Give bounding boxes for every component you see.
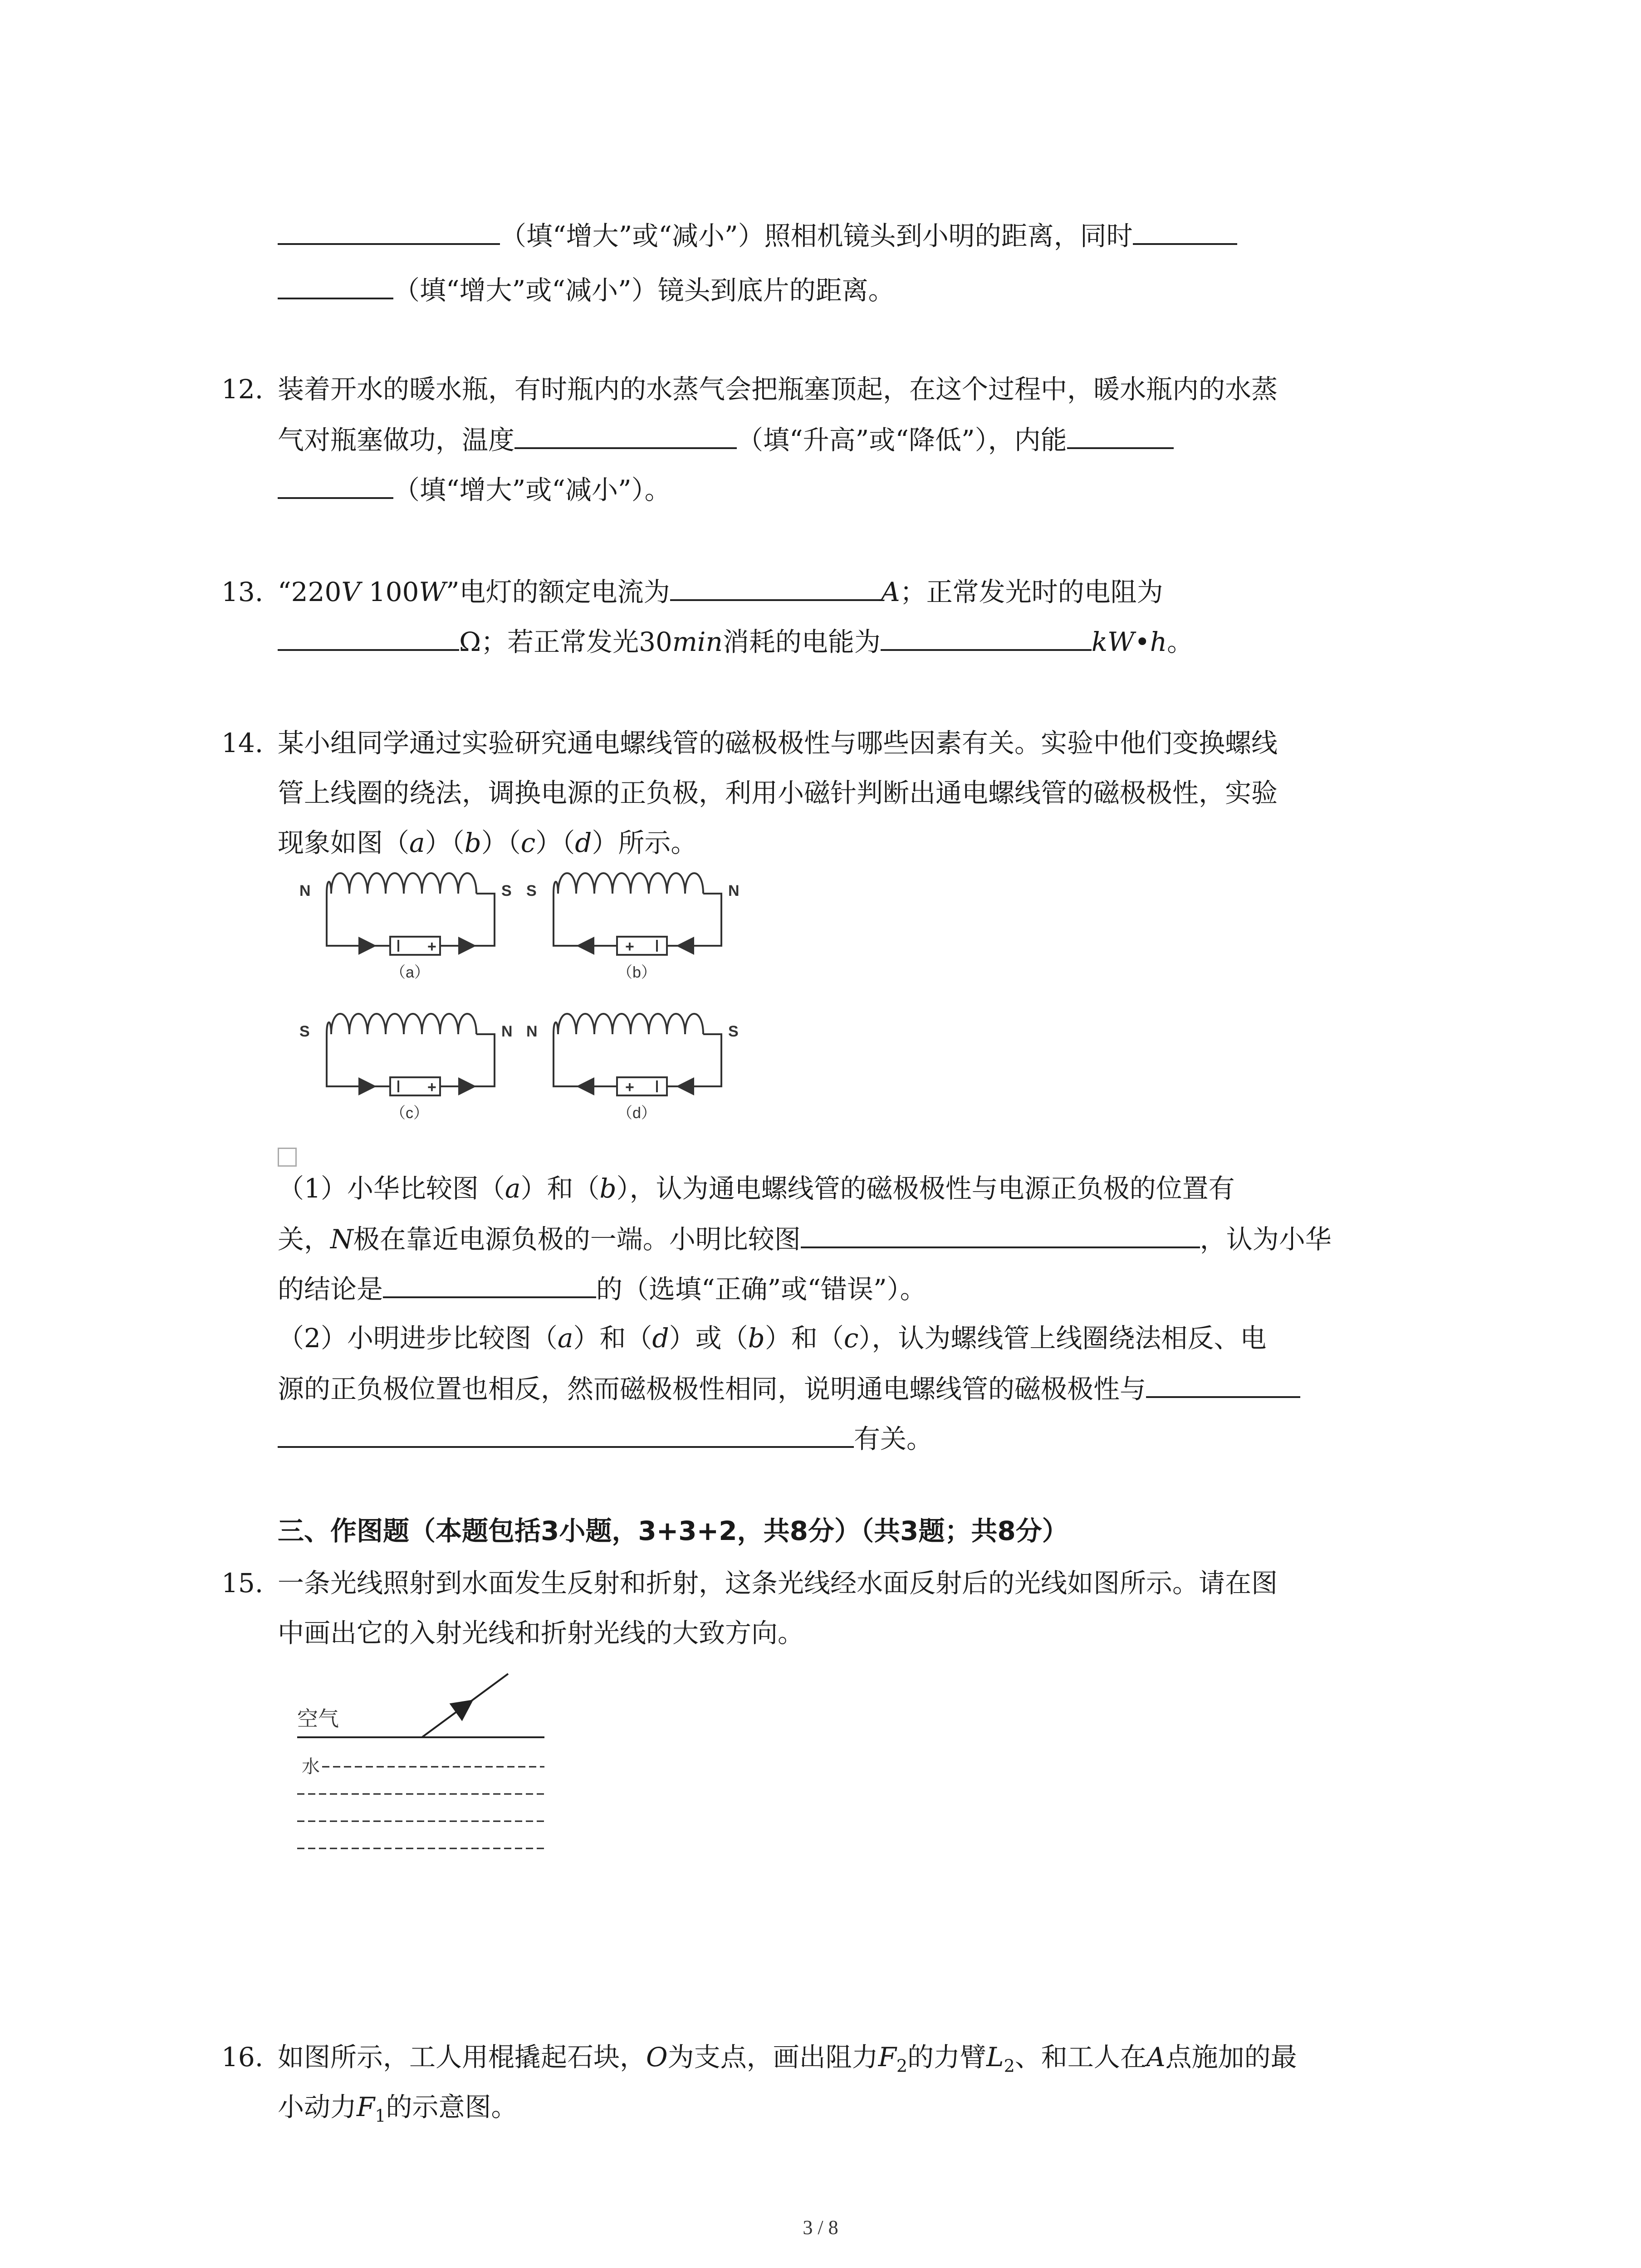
force-f: F	[357, 2092, 375, 2122]
unit-w: W	[419, 577, 446, 607]
paren: ）（	[481, 827, 521, 858]
answer-blank[interactable]	[278, 471, 393, 499]
solenoid-figure	[295, 862, 740, 1152]
solenoid-a	[299, 873, 512, 981]
q14-sub1-text-2b: 极在靠近电源负极的一端。小明比较图	[353, 1224, 801, 1255]
arm-l: L	[986, 2042, 1004, 2072]
answer-blank[interactable]	[1133, 217, 1237, 245]
page-number: 3 / 8	[803, 2216, 838, 2239]
rated-voltage: 220	[291, 577, 342, 607]
rated-power: 100	[360, 577, 419, 607]
q13-text-1b: ；正常发光时的电阻为	[900, 577, 1163, 607]
paren: ）（	[425, 827, 465, 858]
answer-blank[interactable]	[514, 421, 737, 449]
pole-label: N	[299, 882, 311, 899]
q11-line1	[278, 217, 1237, 254]
q14-sub2-text-1e: ），认为螺线管上线圈绕法相反、电	[858, 1323, 1267, 1354]
q15-text-2: 中画出它的入射光线和折射光线的大致方向。	[278, 1618, 804, 1648]
paren: ）（	[535, 827, 575, 858]
q14-line3	[278, 825, 697, 861]
q16-line2	[278, 2089, 517, 2134]
q13-line2	[278, 623, 1193, 660]
unit-ohm: Ω	[459, 626, 481, 657]
q13-text-2a: ；若正常发光30	[481, 626, 672, 657]
q16-text-2b: 的示意图。	[386, 2092, 518, 2122]
answer-blank[interactable]	[801, 1220, 1200, 1248]
q14-line1	[221, 725, 1278, 761]
q14-sub2-text-1a: （2）小明进步比较图（	[278, 1323, 558, 1354]
pole-label: N	[501, 1023, 513, 1040]
q15-line1	[221, 1565, 1278, 1601]
q14-line2	[278, 775, 1278, 811]
q16-text-1c: 的力臂	[907, 2042, 987, 2072]
paren: ）和（	[520, 1173, 600, 1204]
figure-caption: （a）	[390, 964, 430, 981]
subscript: 2	[1004, 2056, 1015, 2076]
pivot-o: O	[646, 2042, 668, 2072]
quote-open: “	[278, 577, 291, 607]
fig-ref-b: b	[464, 827, 481, 858]
q14-sub1-text-2a: 关，	[278, 1224, 331, 1255]
fig-ref-d: d	[652, 1323, 669, 1354]
q14-sub2-line1	[278, 1320, 1266, 1356]
period: 。	[1167, 626, 1194, 657]
q11-text-2: （填“增大”或“减小”）镜头到底片的距离。	[393, 275, 895, 306]
q14-sub1-line3	[278, 1270, 926, 1307]
q14-sub1-text-3b: 的（选填“正确”或“错误”）。	[596, 1274, 926, 1305]
q12-text-1: 装着开水的暖水瓶，有时瓶内的水蒸气会把瓶塞顶起，在这个过程中，暖水瓶内的水蒸	[278, 374, 1278, 405]
q13-text-1: ”电灯的额定电流为	[446, 577, 670, 607]
svg-text:+: +	[625, 1079, 634, 1096]
svg-text:+: +	[427, 938, 436, 955]
answer-blank[interactable]	[383, 1270, 596, 1298]
answer-blank[interactable]	[1067, 421, 1174, 449]
pole-label: S	[728, 1023, 739, 1040]
q16-text-1a: 如图所示，工人用棍撬起石块，	[278, 2042, 647, 2072]
answer-blank[interactable]	[278, 623, 459, 651]
pole-label: S	[299, 1023, 310, 1040]
force-f: F	[878, 2042, 896, 2072]
q14-sub2-text-3: 有关。	[854, 1423, 933, 1454]
solenoid-d	[526, 1014, 739, 1122]
fig-ref-d: d	[575, 827, 592, 858]
figure-caption: （d）	[617, 1105, 656, 1122]
q16-text-1d: 、和工人在	[1014, 2042, 1146, 2072]
q14-text-1: 某小组同学通过实验研究通电螺线管的磁极极性与哪些因素有关。实验中他们变换螺线	[278, 728, 1278, 758]
q14-text-3b: ）所示。	[592, 827, 697, 858]
point-a: A	[1146, 2042, 1166, 2072]
answer-blank[interactable]	[881, 623, 1092, 651]
q14-text-3a: 现象如图（	[278, 827, 410, 858]
fig-ref-c: c	[520, 827, 536, 858]
q13-text-2b: 消耗的电能为	[722, 626, 881, 657]
q12-text-2a: 气对瓶塞做功，温度	[278, 425, 515, 455]
fig-ref-c: c	[843, 1323, 859, 1354]
figure-caption: （b）	[617, 964, 656, 981]
q12-line2	[278, 421, 1174, 458]
q12-text-2b: （填“升高”或“降低”），内能	[737, 425, 1067, 455]
q14-sub1-line1	[278, 1170, 1235, 1207]
unit-min: min	[672, 626, 723, 657]
q12-line3	[278, 471, 671, 508]
paren: ）或（	[669, 1323, 748, 1354]
fig-ref-a: a	[409, 827, 425, 858]
q15-line2	[278, 1615, 804, 1651]
unit-a: A	[881, 577, 900, 607]
air-label: 空气	[297, 1707, 339, 1730]
q16-line1	[221, 2039, 1297, 2084]
figure-caption: （c）	[390, 1105, 429, 1122]
fig-ref-a: a	[505, 1173, 521, 1204]
answer-blank[interactable]	[278, 217, 500, 245]
svg-text:+: +	[625, 938, 634, 955]
q16-text-2a: 小动力	[278, 2092, 357, 2122]
answer-blank[interactable]	[278, 271, 393, 299]
fig-ref-a: a	[557, 1323, 573, 1354]
pole-label: S	[501, 882, 512, 899]
q15-text-1: 一条光线照射到水面发生反射和折射，这条光线经水面反射后的光线如图所示。请在图	[278, 1568, 1278, 1598]
q16-text-1e: 点施加的最	[1165, 2042, 1297, 2072]
section-heading: 三、作图题（本题包括3小题，3+3+2，共8分）（共3题；共8分）	[278, 1515, 1068, 1546]
q14-sub1-text-3a: 的结论是	[278, 1274, 383, 1305]
subscript: 2	[896, 2056, 908, 2076]
q14-sub1-text-1c: ），认为通电螺线管的磁极极性与电源正负极的位置有	[616, 1173, 1235, 1204]
q14-text-2: 管上线圈的绕法，调换电源的正负极，利用小磁针判断出通电螺线管的磁极极性，实验	[278, 777, 1278, 808]
pole-label: N	[728, 882, 740, 899]
q12-text-3: （填“增大”或“减小”）。	[393, 474, 671, 505]
solenoid-c	[299, 1014, 513, 1122]
unit-kwh: kW•h	[1091, 626, 1167, 657]
refraction-figure	[290, 1669, 563, 1860]
question-number: 14.	[221, 728, 264, 758]
answer-blank[interactable]	[1146, 1370, 1300, 1398]
q14-sub1-text-1a: （1）小华比较图（	[278, 1173, 505, 1204]
q11-text-1: （填“增大”或“减小”）照相机镜头到小明的距离，同时	[500, 220, 1133, 251]
answer-blank[interactable]	[670, 573, 881, 601]
q14-sub2-text-2: 源的正负极位置也相反，然而磁极极性相同，说明通电螺线管的磁极极性与	[278, 1374, 1146, 1404]
q12-line1	[221, 371, 1278, 407]
q14-sub1-text-2c: ，认为小华	[1200, 1224, 1332, 1255]
unit-v: V	[341, 577, 361, 607]
q13-line1	[221, 573, 1163, 610]
answer-blank[interactable]	[278, 1420, 854, 1448]
question-number: 16.	[221, 2042, 264, 2072]
q14-sub2-line3	[278, 1420, 933, 1457]
q14-sub1-line2	[278, 1220, 1332, 1257]
question-number: 13.	[221, 577, 264, 607]
pole-n: N	[330, 1224, 353, 1255]
water-label: 水	[302, 1757, 320, 1777]
svg-text:+: +	[427, 1079, 436, 1096]
solenoid-b	[526, 873, 740, 981]
fig-ref-b: b	[748, 1323, 765, 1354]
fig-ref-b: b	[599, 1173, 617, 1204]
q11-line2	[278, 271, 895, 308]
q14-sub2-line2	[278, 1370, 1300, 1407]
question-number: 15.	[221, 1568, 264, 1598]
image-placeholder-icon	[278, 1148, 297, 1167]
paren: ）和（	[764, 1323, 844, 1354]
pole-label: N	[526, 1023, 538, 1040]
paren: ）和（	[573, 1323, 652, 1354]
q16-text-1b: 为支点，画出阻力	[667, 2042, 878, 2072]
question-number: 12.	[221, 374, 264, 405]
pole-label: S	[526, 882, 537, 899]
subscript: 1	[375, 2106, 386, 2126]
